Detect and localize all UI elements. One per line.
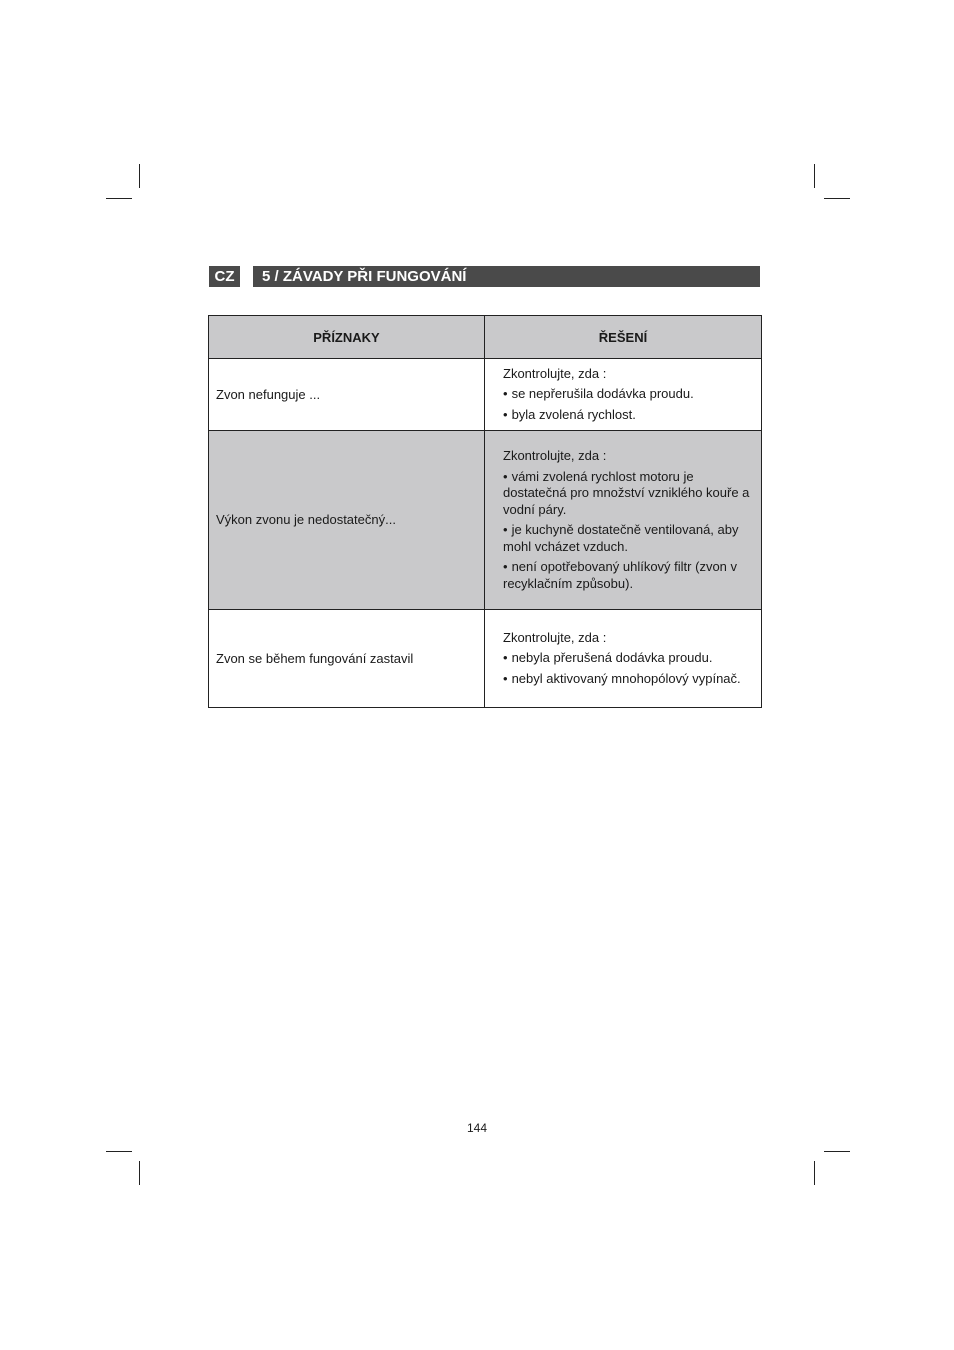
section-header-bar (253, 266, 760, 287)
crop-mark-bottom-right-horizontal (824, 1151, 850, 1152)
solution-intro: Zkontrolujte, zda : (503, 365, 607, 381)
list-item: • nebyla přerušená dodávka proudu. (503, 650, 713, 666)
section-title: 5 / ZÁVADY PŘI FUNGOVÁNÍ (262, 268, 467, 285)
list-item: • vámi zvolená rychlost motoru je dostatečná pro množství vzniklého kouře a vodní páry. (503, 468, 750, 517)
list-item: • nebyl aktivovaný mnohopólový vypínač. (503, 670, 741, 686)
table-header-row (209, 316, 762, 359)
crop-mark-top-right-vertical (814, 164, 815, 188)
crop-mark-top-right-horizontal (824, 198, 850, 199)
crop-mark-bottom-left-vertical (139, 1161, 140, 1185)
table-row (209, 610, 762, 708)
list-item: • byla zvolená rychlost. (503, 406, 636, 422)
crop-mark-bottom-right-vertical (814, 1161, 815, 1185)
solution-list (503, 650, 755, 687)
list-item: • se nepřerušila dodávka proudu. (503, 386, 694, 402)
list-item: • je kuchyně dostatečně ventilovaná, aby mohl vcházet vzduch. (503, 522, 739, 554)
solution-list (503, 386, 755, 423)
solution-intro: Zkontrolujte, zda : (503, 448, 607, 463)
table-row (209, 431, 762, 610)
troubleshooting-table (208, 315, 762, 708)
column-header-symptoms: PŘÍZNAKY (209, 316, 485, 359)
solution-cell (485, 610, 762, 708)
solution-cell (485, 359, 762, 431)
column-header-solutions: ŘEŠENÍ (485, 316, 762, 359)
solution-cell (485, 431, 762, 610)
solution-intro: Zkontrolujte, zda : (503, 629, 607, 645)
crop-mark-bottom-left-horizontal (106, 1151, 132, 1152)
page-number: 144 (466, 1121, 488, 1135)
symptom-cell: Zvon se během fungování zastavil (209, 610, 485, 708)
list-item: • není opotřebovaný uhlíkový filtr (zvon v recyklačním způsobu). (503, 559, 738, 591)
table-row (209, 359, 762, 431)
crop-mark-top-left-horizontal (106, 198, 132, 199)
solution-list (503, 469, 755, 593)
symptom-cell: Výkon zvonu je nedostatečný... (209, 431, 485, 610)
symptom-cell: Zvon nefunguje ... (209, 359, 485, 431)
crop-mark-top-left-vertical (139, 164, 140, 188)
language-badge: CZ (209, 266, 240, 287)
